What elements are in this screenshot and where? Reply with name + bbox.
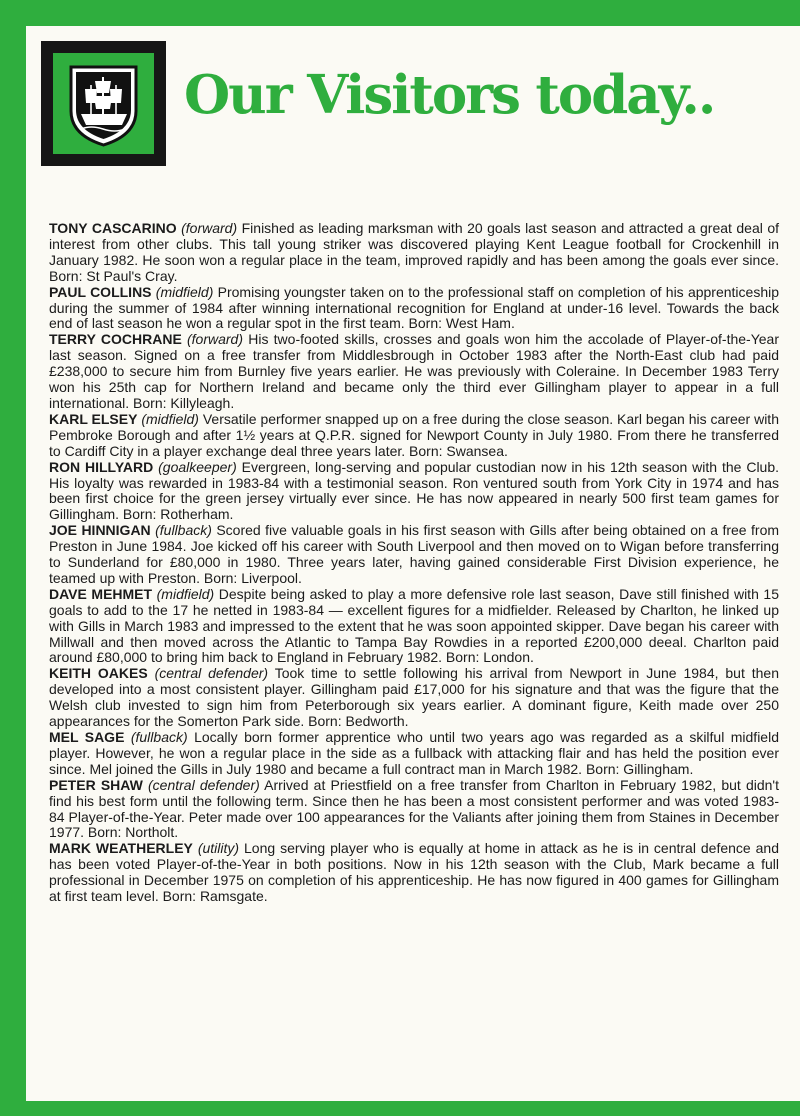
player-name: MEL SAGE <box>49 729 125 745</box>
player-bio: His two-footed skills, crosses and goals won him the accolade of Player-of-the-Year last season. Signed on a free transfer from Middlesbrough in October 1983 after the North-East club had paid £238,000 to secure him from Burnley five years earlier. He was previously with Coleraine. In December 1983 Terry won his 25th cap for Northern Ireland and became only the third ever Gillingham player to appear in a full international. Born: Killyleagh. <box>49 331 779 411</box>
player-profile <box>49 332 779 412</box>
player-name: KARL ELSEY <box>49 410 138 427</box>
programme-page <box>26 26 800 1101</box>
player-name: DAVE MEHMET <box>49 585 153 602</box>
crest-background <box>53 53 154 154</box>
player-name: PETER SHAW <box>49 776 143 793</box>
player-profile <box>49 778 779 842</box>
player-profile <box>49 587 779 667</box>
player-profile <box>49 666 779 730</box>
player-profile <box>49 841 779 905</box>
player-bio: Promising youngster taken on to the professional staff on completion of his apprenticeship during the summer of 1984 after winning international recognition for England at under-16 level. Towards the back end of last season he won a regular spot in the first team. Born: West Ham. <box>49 283 780 332</box>
player-name: MARK WEATHERLEY <box>49 840 193 857</box>
player-name: TERRY COCHRANE <box>49 331 182 348</box>
player-position: (midfield) <box>156 585 215 602</box>
player-name: TONY CASCARINO <box>49 220 177 236</box>
player-profile <box>49 412 779 460</box>
player-bio: Evergreen, long-serving and popular custodian now in his 12th season with the Club. His loyalty was rewarded in 1983-84 with a testimonial season. Ron ventured south from York City in 1974 and has been first choice for the green jersey virtually ever since. He has now appeared in nearly 500 first team games for Gillingham. Born: Rotherham. <box>49 458 780 523</box>
player-profile <box>49 460 779 524</box>
player-bio: Finished as leading marksman with 20 goals last season and attracted a great deal of interest from other clubs. This tall young striker was discovered playing Kent League football for Crockenhill in January 1982. He soon won a regular place in the team, improved rapidly and has been among the goals ever since. Born: St Paul's Cray. <box>49 220 779 284</box>
player-position: (forward) <box>187 331 244 348</box>
player-bio: Locally born former apprentice who until two years ago was regarded as a skilful midfield player. However, he won a regular place in the side as a fullback with attacking flair and has held the position ever since. Mel joined the Gills in July 1980 and became a full contract man in March 1982. Born: Gillingham. <box>49 729 779 777</box>
player-bio: Long serving player who is equally at home in attack as he is in central defence and has been voted Player-of-the-Year in both positions. Now in his 12th season with the Club, Mark became a full professional in December 1975 on completion of his apprenticeship. He has now figured in 400 games for Gillingham at first team level. Born: Ramsgate. <box>49 840 780 905</box>
player-position: (midfield) <box>141 410 199 427</box>
player-name: PAUL COLLINS <box>49 283 152 300</box>
player-position: (central defender) <box>154 665 269 682</box>
player-name: JOE HINNIGAN <box>49 522 151 539</box>
player-profiles <box>49 221 779 905</box>
player-position: (goalkeeper) <box>158 458 237 475</box>
player-position: (fullback) <box>130 729 188 745</box>
player-profile <box>49 221 779 285</box>
player-profile <box>49 730 779 778</box>
player-bio: Despite being asked to play a more defensive role last season, Dave still finished with 15 goals to add to the 17 he netted in 1983-84 — excellent figures for a midfielder. Released by Charlton, he linked up with Gills in March 1983 and impressed to the extent that he was soon appointed skipper. Dave began his career with Millwall and then moved across the Atlantic to Tampa Bay Rowdies in a reported £200,000 deeal. Charlton paid around £80,000 to bring him back to England in February 1982. Born: London. <box>49 585 779 666</box>
player-profile <box>49 523 779 587</box>
player-position: (forward) <box>181 220 238 236</box>
player-position: (fullback) <box>155 522 212 539</box>
player-position: (central defender) <box>148 776 260 793</box>
player-bio: Scored five valuable goals in his first season with Gills after being obtained on a free from Preston in June 1984. Joe kicked off his career with South Liverpool and then moved on to Wigan before transferring to Sunderland for £80,000 in 1980. Three years later, having gained considerable First Division experience, he teamed up with Preston. Born: Liverpool. <box>49 522 780 586</box>
page-title: Our Visitors today.. <box>184 64 715 126</box>
player-name: KEITH OAKES <box>49 665 148 682</box>
ship-shield-crest-icon <box>61 59 146 149</box>
club-crest <box>41 41 166 166</box>
player-profile <box>49 285 779 333</box>
player-bio: Took time to settle following his arrival from Newport in June 1984, but then developed into a most consistent player. Gillingham paid £17,000 for his signature and that was the figure that the Welsh club invested to sign him from Peterborough six years earlier. A dominant figure, Keith made over 250 appearances for the Somerton Park side. Born: Bedworth. <box>49 665 779 730</box>
player-bio: Versatile performer snapped up on a free during the close season. Karl began his career with Pembroke Borough and after 1½ years at Q.P.R. signed for Newport County in July 1980. From there he transferred to Cardiff City in a player exchange deal three years later. Born: Swansea. <box>49 410 779 459</box>
player-position: (utility) <box>197 840 240 857</box>
player-position: (midfield) <box>155 283 214 300</box>
player-bio: Arrived at Priestfield on a free transfer from Charlton in February 1982, but didn't find his best form until the following term. Since then he has been a most consistent performer and was voted 1983-84 Player-of-the-Year. Peter made over 100 appearances for the Valiants after joining them from Staines in December 1977. Born: Northolt. <box>49 776 779 841</box>
player-name: RON HILLYARD <box>49 458 154 475</box>
